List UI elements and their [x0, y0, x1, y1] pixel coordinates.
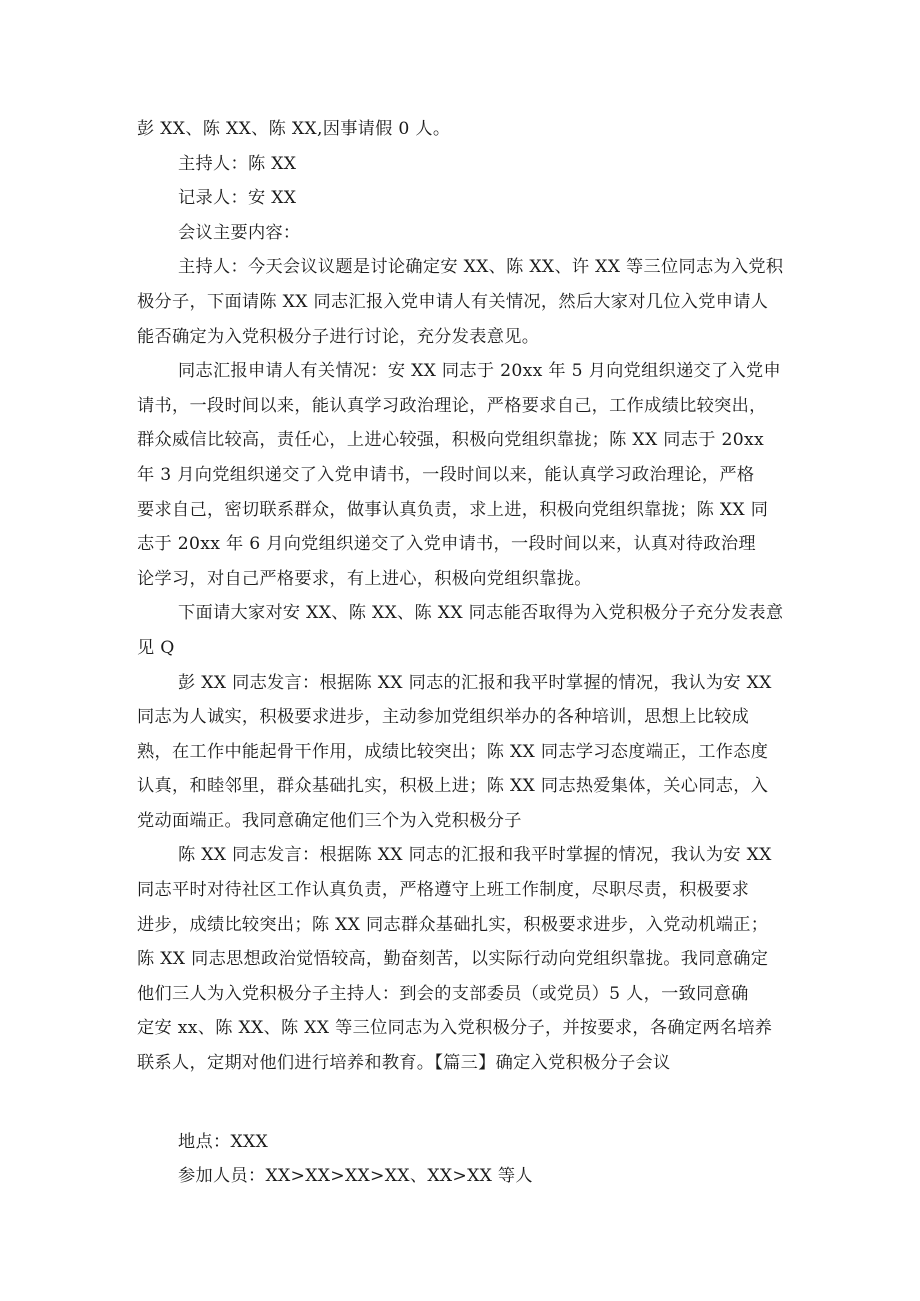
text-line: 年 3 月向党组织递交了入党申请书，一段时间以来，能认真学习政治理论，严格 [137, 464, 755, 485]
text-line: 同志平时对待社区工作认真负责，严格遵守上班工作制度，尽职尽责，积极要求 [137, 880, 750, 901]
text-line: 认真，和睦邻里，群众基础扎实，积极上进；陈 XX 同志热爱集体，关心同志，入 [137, 776, 769, 797]
text-line: 陈 XX 同志思想政治觉悟较高，勤奋刻苦，以实际行动向党组织靠拢。我同意确定 [137, 949, 769, 970]
text-line: 陈 XX 同志发言：根据陈 XX 同志的汇报和我平时掌握的情况，我认为安 XX [178, 845, 772, 866]
text-line: 彭 XX 同志发言：根据陈 XX 同志的汇报和我平时掌握的情况，我认为安 XX [178, 672, 772, 693]
text-line: 熟，在工作中能起骨干作用，成绩比较突出；陈 XX 同志学习态度端正，工作态度 [137, 741, 769, 762]
text-line: 主持人：今天会议议题是讨论确定安 XX、陈 XX、许 XX 等三位同志为入党积 [178, 257, 784, 278]
text-line-participants: 参加人员：XX>XX>XX>XX、XX>XX 等人 [178, 1166, 533, 1187]
text-line: 党动面端正。我同意确定他们三个为入党积极分子 [137, 810, 522, 831]
section-gap [137, 1081, 789, 1125]
document-page [137, 112, 789, 1194]
text-line: 下面请大家对安 XX、陈 XX、陈 XX 同志能否取得为入党积极分子充分发表意 [178, 603, 784, 624]
text-line: 要求自己，密切联系群众，做事认真负责，求上进，积极向党组织靠拢；陈 XX 同 [137, 499, 769, 520]
text-line-location: 地点：XXX [178, 1131, 269, 1152]
text-line: 论学习，对自己严格要求，有上进心，积极向党组织靠拢。 [137, 568, 592, 589]
text-line: 他们三人为入党积极分子主持人：到会的支部委员（或党员）5 人，一致同意确 [137, 983, 749, 1004]
text-line-recorder: 记录人：安 XX [178, 188, 297, 209]
text-line: 见 Q [137, 637, 175, 658]
text-line: 联系人，定期对他们进行培养和教育。【篇三】确定入党积极分子会议 [137, 1053, 671, 1074]
text-line: 同志汇报申请人有关情况：安 XX 同志于 20xx 年 5 月向党组织递交了入党申 [178, 361, 781, 382]
text-line: 极分子，下面请陈 XX 同志汇报入党申请人有关情况，然后大家对几位入党申请人 [137, 291, 769, 312]
text-line: 定安 xx、陈 XX、陈 XX 等三位同志为入党积极分子，并按要求，各确定两名培养 [137, 1018, 773, 1039]
text-line: 同志为人诚实，积极要求进步，主动参加党组织举办的各种培训，思想上比较成 [137, 707, 750, 728]
text-line: 请书，一段时间以来，能认真学习政治理论，严格要求自己，工作成绩比较突出， [137, 395, 767, 416]
text-line-host: 主持人：陈 XX [178, 153, 297, 174]
text-line: 群众威信比较高，责任心，上进心较强，积极向党组织靠拢；陈 XX 同志于 20xx [137, 430, 764, 451]
text-line: 志于 20xx 年 6 月向党组织递交了入党申请书，一段时间以来，认真对待政治理 [137, 534, 756, 555]
text-line-absent: 彭 XX、陈 XX、陈 XX,因事请假 0 人。 [137, 119, 451, 139]
text-line-main-content-heading: 会议主要内容： [178, 222, 301, 243]
text-line: 能否确定为入党积极分子进行讨论，充分发表意见。 [137, 326, 540, 347]
text-line: 进步，成绩比较突出；陈 XX 同志群众基础扎实，积极要求进步，入党动机端正； [137, 914, 769, 935]
